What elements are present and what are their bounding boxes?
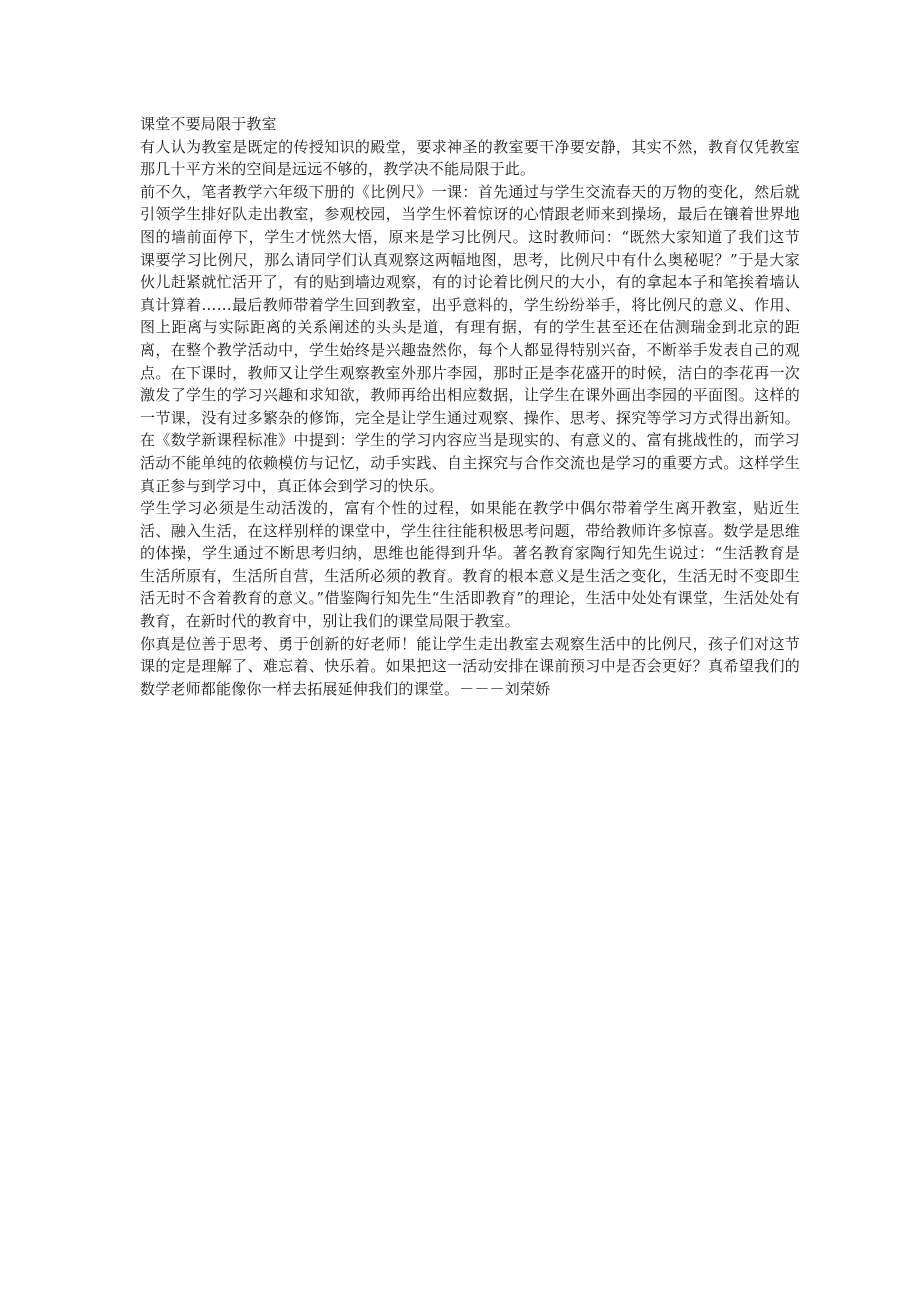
paragraph-lesson-example: 前不久，笔者教学六年级下册的《比例尺》一课：首先通过与学生交流春天的万物的变化，然后就引领学生排好队走出教室，参观校园，当学生怀着惊讶的心情跟老师来到操场，最后在镶着世界地图的墙前面停下，学生才恍然大悟，原来是学习比例尺。这时教师问：“既然大家知道了我们这节课要学习比例尺，那么请同学们认真观察这两幅地图，思考，比例尺中有什么奥秘呢？”于是大家伙儿赶紧就忙活开了，有的贴到墙边观察，有的讨论着比例尺的大小，有的拿起本子和笔挨着墙认真计算着……最后教师带着学生回到教室，出乎意料的，学生纷纷举手，将比例尺的意义、作用、图上距离与实际距离的关系阐述的头头是道，有理有据，有的学生甚至还在估测瑞金到北京的距离，在整个教学活动中，学生始终是兴趣盎然你，每个人都显得特别兴奋，不断举手发表自己的观点。在下课时，教师又让学生观察教室外那片李园，那时正是李花盛开的时候，洁白的李花再一次激发了学生的学习兴趣和求知欲，教师再给出相应数据，让学生在课外画出李园的平面图。这样的一节课，没有过多繁杂的修饰，完全是让学生通过观察、操作、思考、探究等学习方式得出新知。在《数学新课程标准》中提到：学生的学习内容应当是现实的、有意义的、富有挑战性的，而学习活动不能单纯的依赖模仿与记忆，动手实践、自主探究与合作交流也是学习的重要方式。这样学生真正参与到学习中，真正体会到学习的快乐。 <box>140 182 800 495</box>
paragraph-reflection: 学生学习必须是生动活泼的，富有个性的过程，如果能在教学中偶尔带着学生离开教室，贴近生活、融入生活，在这样别样的课堂中，学生往往能积极思考问题，带给教师许多惊喜。数学是思维的体操，学生通过不断思考归纳，思维也能得到升华。著名教育家陶行知先生说过：“生活教育是生活所原有，生活所自营，生活所必须的教育。教育的根本意义是生活之变化，生活无时不变即生活无时不含着教育的意义。”借鉴陶行知先生“生活即教育”的理论，生活中处处有课堂，生活处处有教育，在新时代的教育中，别让我们的课堂局限于教室。 <box>140 499 800 631</box>
document-title: 课堂不要局限于教室 <box>140 115 277 133</box>
paragraph-intro: 有人认为教室是既定的传授知识的殿堂，要求神圣的教室要干净要安静，其实不然，教育仅凭教室那几十平方米的空间是远远不够的，教学决不能局限于此。 <box>140 137 800 179</box>
document-body <box>140 113 800 700</box>
paragraph-comment: 你真是位善于思考、勇于创新的好老师！能让学生走出教室去观察生活中的比例尺，孩子们对这节课的定是理解了、难忘着、快乐着。如果把这一活动安排在课前预习中是否会更好？真希望我们的数学老师都能像你一样去拓展延伸我们的课堂。－－－刘荣娇 <box>140 634 800 698</box>
